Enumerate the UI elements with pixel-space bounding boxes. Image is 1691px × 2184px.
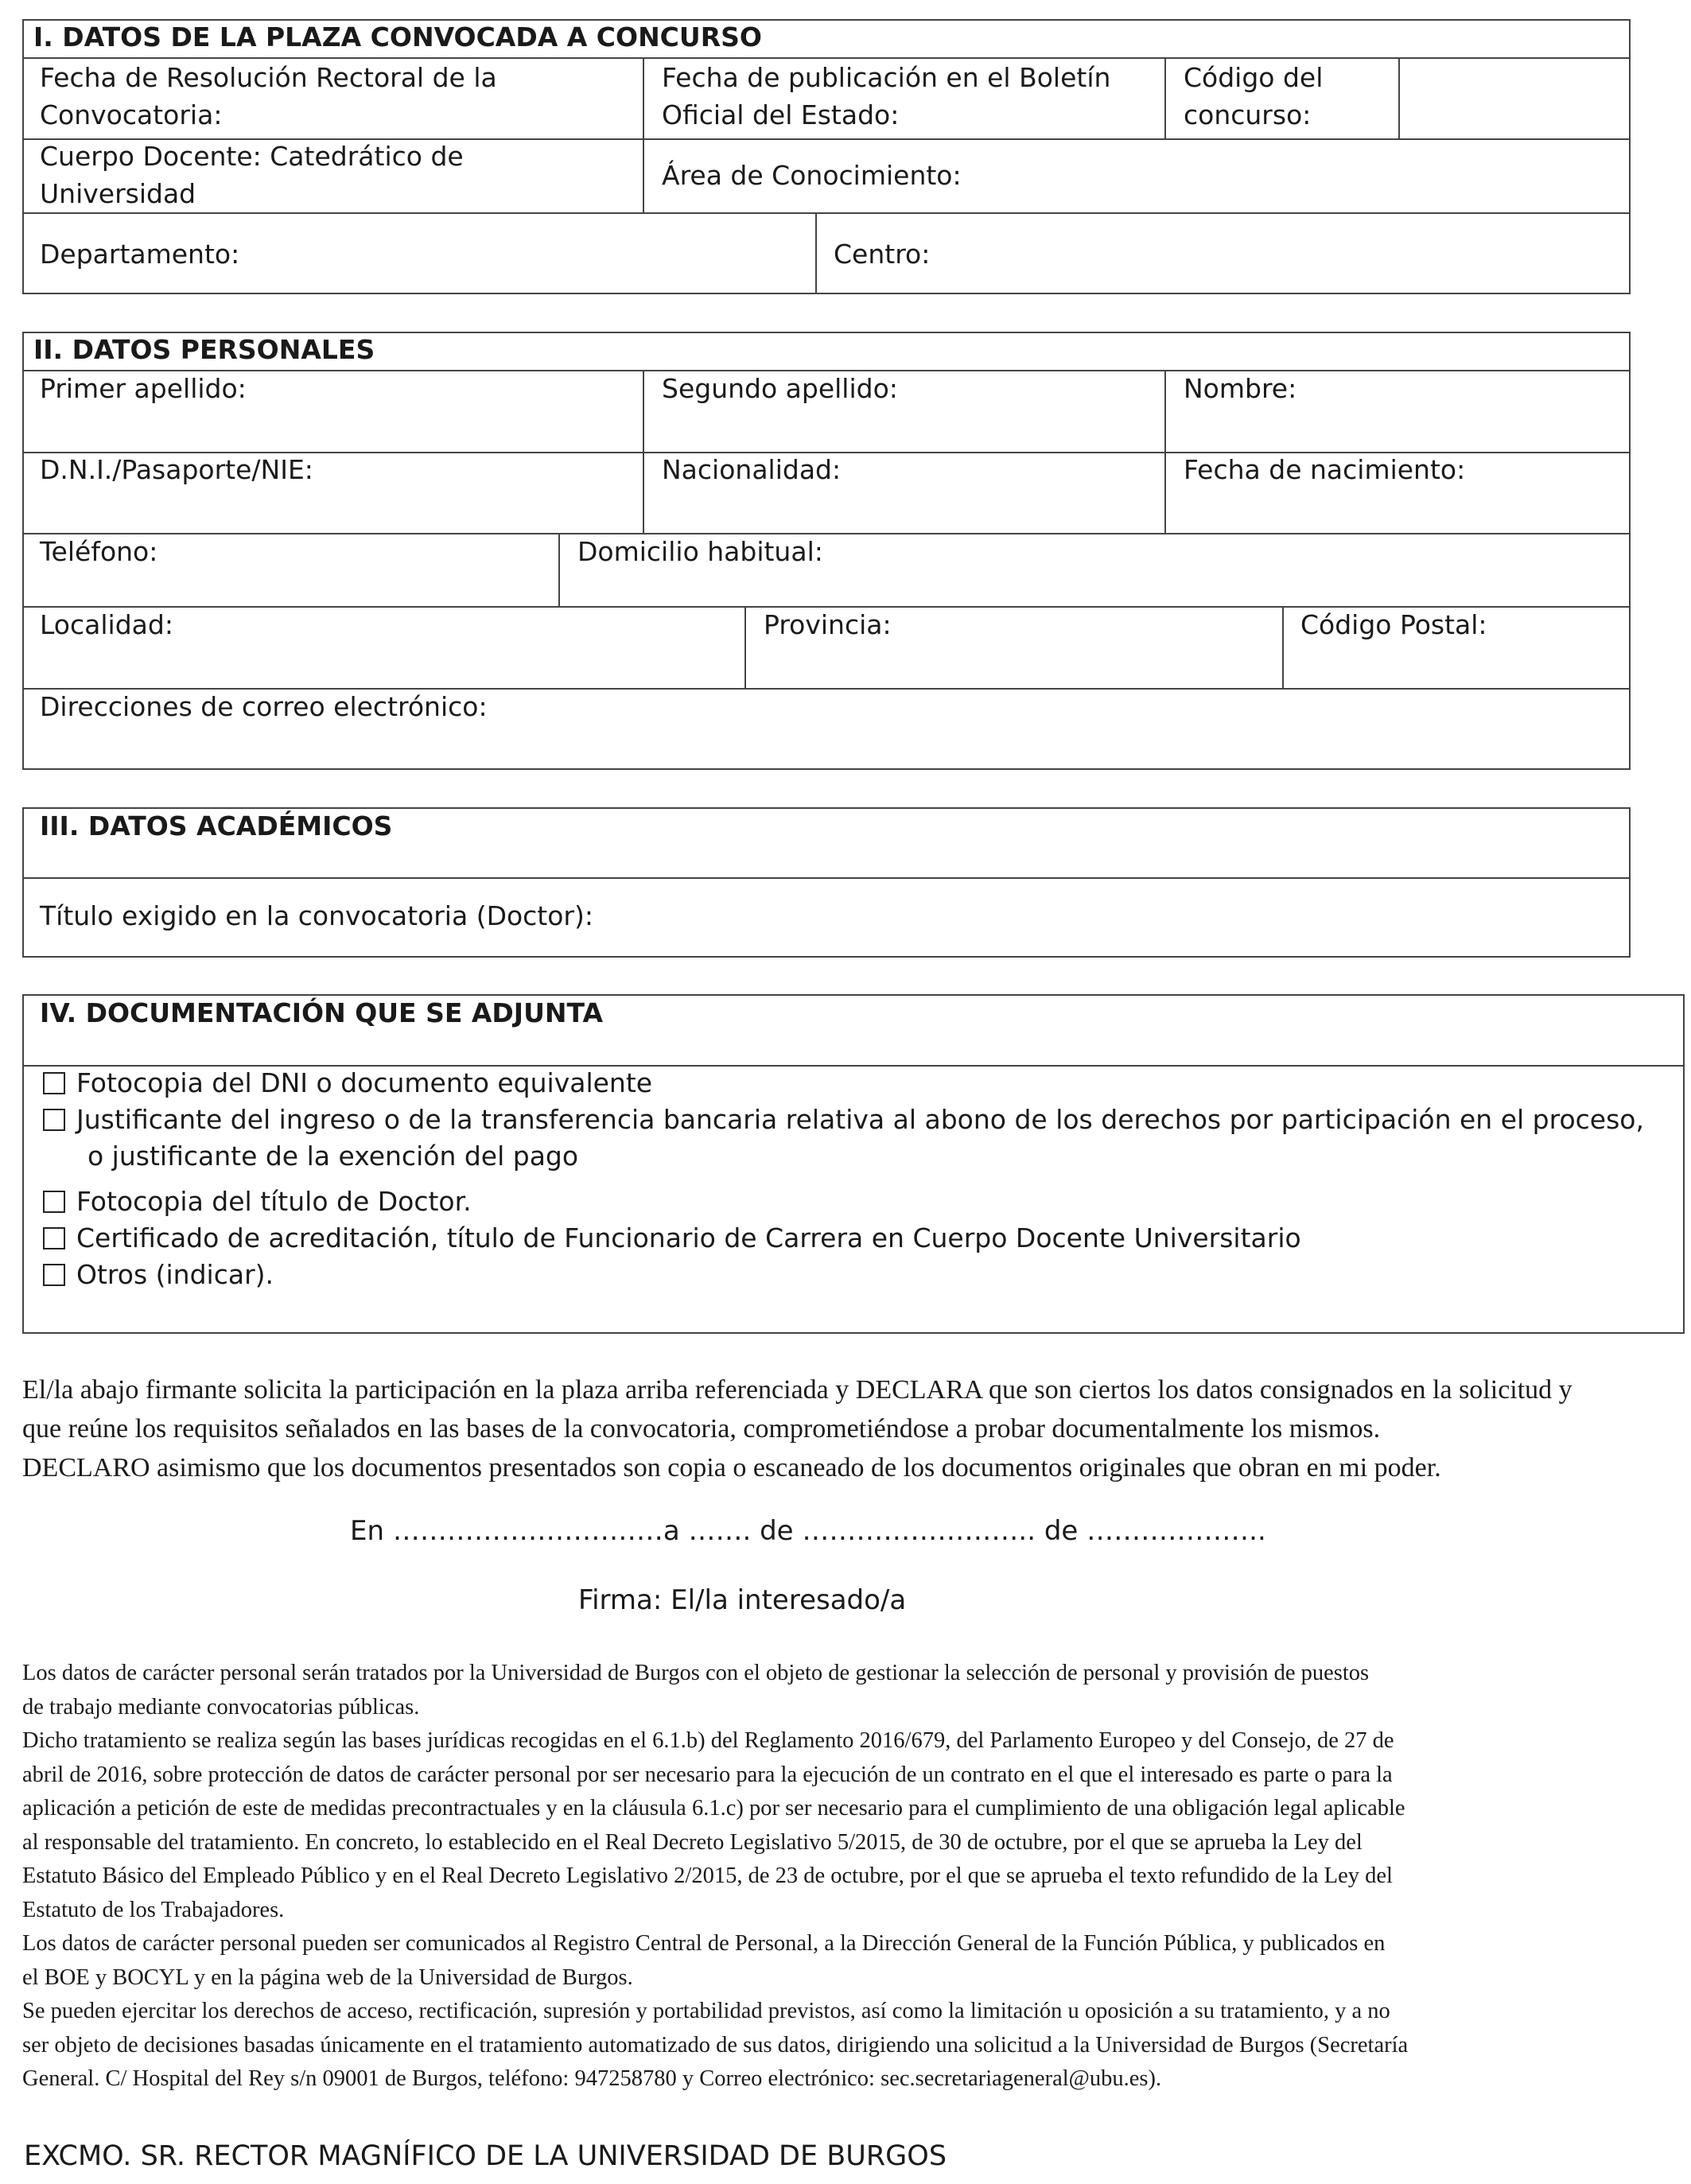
section-1-row-divider bbox=[22, 212, 1631, 214]
doc-item-otros-label: Otros (indicar). bbox=[76, 1259, 274, 1290]
doc-item-certificado-label: Certificado de acreditación, título de Funcionario de Carrera en Cuerpo Docente Universitario bbox=[76, 1222, 1301, 1253]
addressee: EXCMO. SR. RECTOR MAGNÍFICO DE LA UNIVERSIDAD DE BURGOS bbox=[24, 2140, 947, 2172]
checkbox-certificado[interactable] bbox=[43, 1227, 65, 1249]
section-1-col-divider bbox=[1164, 57, 1166, 138]
fecha-publicacion-label: Fecha de publicación en el Boletín bbox=[662, 62, 1111, 93]
declaration-line: que reúne los requisitos señalados en las bases de la convocatoria, comprometiéndose a probar documentalmente los mismos. bbox=[22, 1414, 1381, 1444]
doc-item-justificante-label: Justificante del ingreso o de la transferencia bancaria relativa al abono de los derechos por participación en el proceso, bbox=[76, 1104, 1644, 1135]
section-4-title: IV. DOCUMENTACIÓN QUE SE ADJUNTA bbox=[40, 997, 603, 1028]
correo-label: Direcciones de correo electrónico: bbox=[40, 691, 488, 722]
doc-item-justificante bbox=[43, 1102, 1644, 1138]
legal-notice-line: General. C/ Hospital del Rey s/n 09001 de Burgos, teléfono: 947258780 y Correo electrónico: sec.secretariageneral@ubu.es). bbox=[22, 2066, 1162, 2091]
legal-notice-line: Estatuto de los Trabajadores. bbox=[22, 1898, 285, 1922]
fecha-resolucion-label-cont: Convocatoria: bbox=[40, 99, 223, 130]
cuerpo-docente-label: Cuerpo Docente: Catedrático de bbox=[40, 141, 464, 172]
section-1-col-divider bbox=[643, 57, 644, 212]
legal-notice-line: Los datos de carácter personal serán tratados por la Universidad de Burgos con el objeto de gestionar la selección de personal y provisión de puestos bbox=[22, 1661, 1370, 1685]
fecha-nacimiento-label: Fecha de nacimiento: bbox=[1184, 454, 1466, 485]
checkbox-otros[interactable] bbox=[43, 1264, 65, 1286]
domicilio-label: Domicilio habitual: bbox=[577, 536, 823, 567]
section-1-col-divider bbox=[1398, 57, 1400, 138]
doc-item-titulo-label: Fotocopia del título de Doctor. bbox=[76, 1186, 472, 1217]
fecha-resolucion-label: Fecha de Resolución Rectoral de la bbox=[40, 62, 497, 93]
checkbox-dni[interactable] bbox=[43, 1072, 65, 1094]
doc-item-dni-label: Fotocopia del DNI o documento equivalente bbox=[76, 1067, 653, 1098]
provincia-label: Provincia: bbox=[764, 609, 892, 640]
section-2-col-divider bbox=[1164, 370, 1166, 533]
legal-notice-line: aplicación a petición de este de medidas precontractuales y en la cláusula 6.1.c) por ser necesario para el cumplimiento de una obligación legal aplicable bbox=[22, 1796, 1405, 1821]
legal-notice-line: Los datos de carácter personal pueden ser comunicados al Registro Central de Personal, a la Dirección General de la Función Pública, y publicados en bbox=[22, 1931, 1386, 1956]
section-1-title: I. DATOS DE LA PLAZA CONVOCADA A CONCURSO bbox=[33, 21, 762, 52]
legal-notice-line: al responsable del tratamiento. En concreto, lo establecido en el Real Decreto Legislativo 5/2015, de 30 de octubre, por el que se aprueba la Ley del bbox=[22, 1830, 1363, 1855]
legal-notice-line: abril de 2016, sobre protección de datos de carácter personal por ser necesario para la ejecución de un contrato en el que el interesado es parte o para la bbox=[22, 1762, 1393, 1787]
section-2-col-divider bbox=[558, 533, 560, 606]
checkbox-titulo[interactable] bbox=[43, 1191, 65, 1213]
codigo-postal-label: Código Postal: bbox=[1300, 609, 1487, 640]
legal-notice-line: el BOE y BOCYL y en la página web de la Universidad de Burgos. bbox=[22, 1965, 633, 1990]
checkbox-justificante[interactable] bbox=[43, 1109, 65, 1131]
legal-notice-line: de trabajo mediante convocatorias públicas. bbox=[22, 1695, 420, 1720]
doc-item-certificado bbox=[43, 1220, 1301, 1257]
place-date-line: En …………………………a ……. de …………………….. de ……………….. bbox=[350, 1515, 1266, 1547]
centro-label: Centro: bbox=[834, 239, 931, 270]
telefono-label: Teléfono: bbox=[40, 536, 158, 567]
signature-label: Firma: El/la interesado/a bbox=[578, 1584, 907, 1616]
departamento-label: Departamento: bbox=[40, 239, 240, 270]
legal-notice-line: ser objeto de decisiones basadas únicamente en el tratamiento automatizado de sus datos, dirigiendo una solicitud a la Universidad de Burgos (Secretaría bbox=[22, 2033, 1409, 2058]
localidad-label: Localidad: bbox=[40, 609, 173, 640]
nacionalidad-label: Nacionalidad: bbox=[662, 454, 842, 485]
section-1-col-divider bbox=[815, 212, 817, 294]
legal-notice-line: Dicho tratamiento se realiza según las bases jurídicas recogidas en el 6.1.b) del Reglamento 2016/679, del Parlamento Europeo y del Consejo, de 27 de bbox=[22, 1728, 1394, 1753]
cuerpo-docente-label-cont: Universidad bbox=[40, 178, 196, 209]
section-2-title: II. DATOS PERSONALES bbox=[33, 334, 375, 365]
doc-item-otros bbox=[43, 1257, 274, 1293]
dni-label: D.N.I./Pasaporte/NIE: bbox=[40, 454, 313, 485]
declaration-line: El/la abajo firmante solicita la participación en la plaza arriba referenciada y DECLARA que son ciertos los datos consignados en la solicitud y bbox=[22, 1375, 1572, 1405]
doc-item-justificante-cont: o justificante de la exención del pago bbox=[87, 1141, 579, 1172]
codigo-concurso-label-cont: concurso: bbox=[1184, 99, 1312, 130]
titulo-doctor-label: Título exigido en la convocatoria (Doctor): bbox=[40, 900, 593, 931]
section-2-col-divider bbox=[643, 370, 644, 533]
primer-apellido-label: Primer apellido: bbox=[40, 373, 247, 404]
section-2-col-divider bbox=[744, 606, 746, 688]
section-2-row-divider bbox=[22, 533, 1631, 534]
codigo-concurso-label: Código del bbox=[1184, 62, 1324, 93]
area-conocimiento-label: Área de Conocimiento: bbox=[662, 160, 962, 191]
legal-notice-line: Estatuto Básico del Empleado Público y en el Real Decreto Legislativo 2/2015, de 23 de octubre, por el que se aprueba el texto refundido de la Ley del bbox=[22, 1863, 1393, 1888]
doc-item-titulo bbox=[43, 1183, 472, 1220]
doc-item-dni bbox=[43, 1065, 652, 1102]
nombre-label: Nombre: bbox=[1184, 373, 1297, 404]
declaration-line: DECLARO asimismo que los documentos presentados son copia o escaneado de los documentos originales que obran en mi poder. bbox=[22, 1453, 1441, 1483]
section-2-col-divider bbox=[1282, 606, 1284, 688]
legal-notice-line: Se pueden ejercitar los derechos de acceso, rectificación, supresión y portabilidad previstos, así como la limitación u oposición a su tratamiento, y a no bbox=[22, 1999, 1390, 2023]
fecha-publicacion-label-cont: Oficial del Estado: bbox=[662, 99, 900, 130]
section-3-title: III. DATOS ACADÉMICOS bbox=[40, 810, 393, 841]
segundo-apellido-label: Segundo apellido: bbox=[662, 373, 898, 404]
section-3-header-divider bbox=[22, 877, 1631, 879]
